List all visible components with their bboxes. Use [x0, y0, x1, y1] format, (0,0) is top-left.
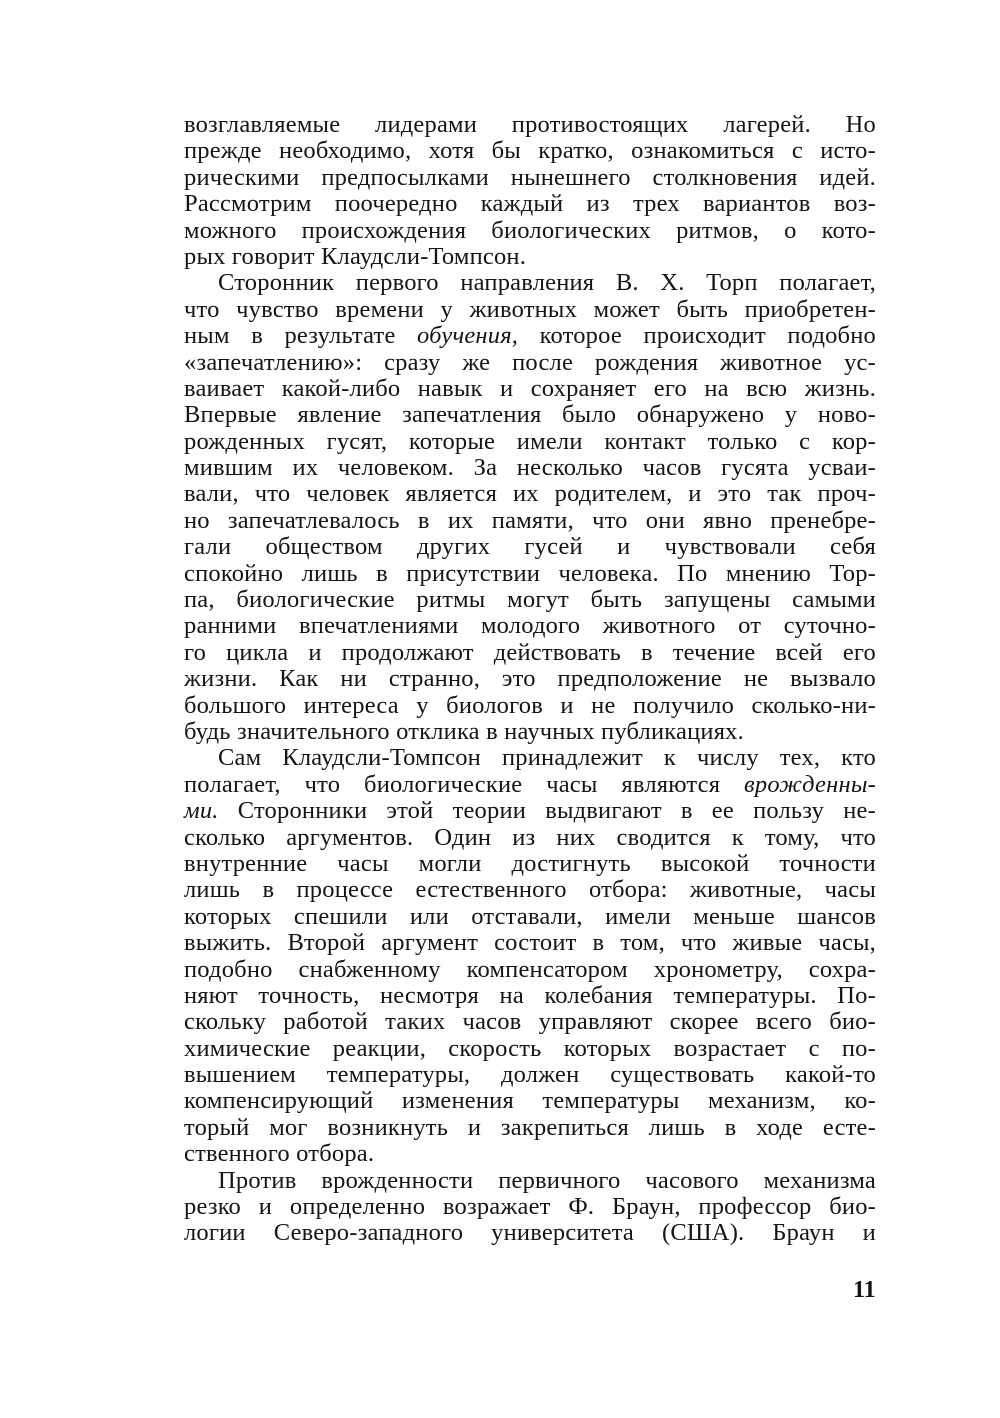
text-run: которое происходит подобно — [518, 322, 876, 350]
text-line — [184, 112, 876, 138]
text-line — [184, 745, 876, 771]
text-run: вышением температуры, должен существовать какой-то — [184, 1061, 876, 1089]
body-text — [184, 112, 876, 1247]
text-run: логии Северо-западного университета (США). Браун и — [184, 1219, 876, 1247]
text-run: няют точность, несмотря на колебания температуры. По- — [184, 981, 876, 1009]
text-run: па, биологические ритмы могут быть запущены самыми — [184, 586, 876, 614]
text-run: Сам Клаудсли-Томпсон принадлежит к числу тех, кто — [218, 744, 876, 772]
text-run: полагает, что биологические часы являются — [184, 770, 745, 798]
text-line — [184, 772, 876, 798]
text-run: Рассмотрим поочередно каждый из трех вариантов воз- — [184, 190, 876, 218]
text-run: рых говорит Клаудсли-Томпсон. — [184, 242, 527, 270]
text-line — [184, 1062, 876, 1088]
text-run: Сторонник первого направления В. Х. Торп полагает, — [218, 269, 876, 297]
text-run: ранними впечатлениями молодого животного от суточно- — [184, 612, 876, 640]
text-line — [184, 350, 876, 376]
text-run: скольку работой таких часов управляют скорее всего био- — [184, 1008, 876, 1036]
text-run: выжить. Второй аргумент состоит в том, что живые часы, — [184, 929, 876, 957]
text-line — [184, 587, 876, 613]
text-line — [184, 851, 876, 877]
text-run: прежде необходимо, хотя бы кратко, ознакомиться с исто- — [184, 137, 876, 165]
text-line — [184, 323, 876, 349]
text-line — [184, 534, 876, 560]
text-line — [184, 798, 876, 824]
text-line — [184, 561, 876, 587]
text-line — [184, 218, 876, 244]
text-line — [184, 1141, 876, 1167]
text-line — [184, 481, 876, 507]
text-line — [184, 719, 876, 745]
text-line — [184, 613, 876, 639]
emphasized-text: обучения, — [417, 322, 519, 350]
text-line — [184, 825, 876, 851]
text-line — [184, 455, 876, 481]
text-run: что чувство времени у животных может быть приобретен- — [184, 295, 876, 323]
text-run: Против врожденности первичного часового механизма — [218, 1166, 876, 1194]
text-run: компенсирующий изменения температуры механизм, ко- — [184, 1087, 876, 1115]
text-line — [184, 1220, 876, 1246]
text-run: вали, что человек является их родителем, и это так проч- — [184, 480, 876, 508]
text-line — [184, 983, 876, 1009]
text-line — [184, 1168, 876, 1194]
text-run: мившим их человеком. За несколько часов гусята усваи- — [184, 454, 876, 482]
text-run: внутренние часы могли достигнуть высокой точности — [184, 849, 876, 877]
text-line — [184, 1036, 876, 1062]
text-run: ственного отбора. — [184, 1140, 375, 1168]
text-run: ваивает какой-либо навык и сохраняет его на всю жизнь. — [184, 374, 876, 402]
text-run: резко и определенно возражает Ф. Браун, профессор био- — [184, 1193, 876, 1221]
text-line — [184, 1115, 876, 1141]
text-line — [184, 930, 876, 956]
text-run: возглавляемые лидерами противостоящих лагерей. Но — [184, 111, 876, 138]
text-run: го цикла и продолжают действовать в течение всей его — [184, 638, 876, 666]
text-line — [184, 957, 876, 983]
text-run: ным в результате — [184, 322, 418, 350]
text-line — [184, 904, 876, 930]
text-run: химические реакции, скорость которых возрастает с по- — [184, 1034, 876, 1062]
text-line — [184, 270, 876, 296]
text-run: Впервые явление запечатления было обнаружено у ново- — [184, 401, 876, 429]
text-run: лишь в процессе естественного отбора: животные, часы — [184, 876, 876, 904]
text-line — [184, 666, 876, 692]
text-run: которых спешили или отставали, имели меньше шансов — [184, 902, 876, 930]
text-line — [184, 877, 876, 903]
text-line — [184, 508, 876, 534]
text-run: можного происхождения биологических ритмов, о кото- — [184, 216, 876, 244]
text-run: Сторонники этой теории выдвигают в ее пользу не- — [218, 797, 876, 825]
text-run: жизни. Как ни странно, это предположение не вызвало — [184, 665, 876, 693]
text-run: большого интереса у биологов и не получило сколько-ни- — [184, 691, 876, 719]
text-line — [184, 376, 876, 402]
text-line — [184, 165, 876, 191]
text-line — [184, 244, 876, 270]
text-run: торый мог возникнуть и закрепиться лишь в ходе есте- — [184, 1113, 876, 1141]
text-run: будь значительного отклика в научных публикациях. — [184, 717, 744, 745]
page-number: 11 — [853, 1277, 876, 1303]
text-line — [184, 297, 876, 323]
text-line — [184, 191, 876, 217]
text-run: подобно снабженному компенсатором хронометру, сохра- — [184, 955, 876, 983]
text-line — [184, 1194, 876, 1220]
text-run: «запечатлению»: сразу же после рождения животное ус- — [184, 348, 876, 376]
text-run: рожденных гусят, которые имели контакт только с кор- — [184, 427, 876, 455]
text-line — [184, 402, 876, 428]
text-run: рическими предпосылками нынешнего столкновения идей. — [184, 163, 876, 191]
text-line — [184, 1009, 876, 1035]
text-run: спокойно лишь в присутствии человека. По мнению Тор- — [184, 559, 876, 587]
text-run: но запечатлевалось в их памяти, что они явно пренебре- — [184, 506, 876, 534]
text-line — [184, 640, 876, 666]
emphasized-text: ми. — [184, 797, 219, 825]
text-line — [184, 138, 876, 164]
text-run: гали обществом других гусей и чувствовали себя — [184, 533, 876, 561]
emphasized-text: врожденны- — [744, 770, 876, 798]
text-run: сколько аргументов. Один из них сводится к тому, что — [184, 823, 876, 851]
text-line — [184, 429, 876, 455]
text-line — [184, 1088, 876, 1114]
text-line — [184, 693, 876, 719]
